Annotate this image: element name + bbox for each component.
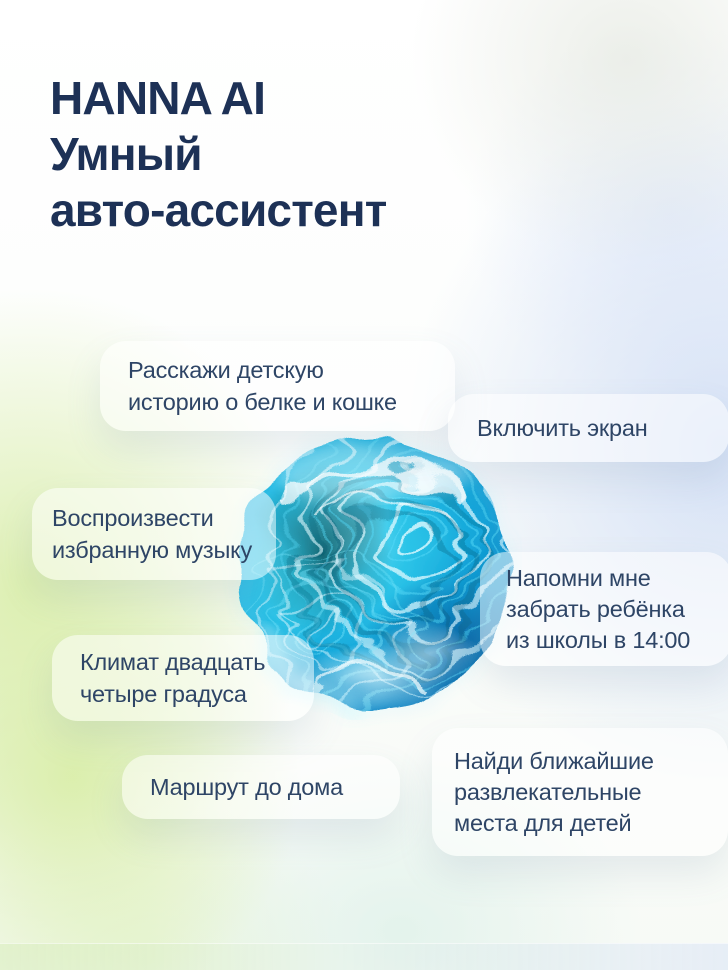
suggestion-bubble-school-reminder (480, 552, 728, 666)
bubble-text-line: из школы в 14:00 (506, 626, 691, 653)
subtitle-line-1: Умный (50, 128, 202, 180)
bubble-text-line: Расскажи детскую (128, 357, 324, 383)
suggestion-bubble-kids-places (432, 728, 728, 856)
suggestion-bubble-favorite-music (32, 488, 276, 580)
suggestion-bubble-screen-on (448, 394, 728, 462)
bubble-text-line: забрать ребёнка (506, 595, 685, 622)
bubble-text-line: Включить экран (477, 415, 648, 441)
suggestion-bubble-route-home (122, 755, 400, 819)
bottom-gradient-band (0, 943, 728, 970)
bubble-text-line: Воспроизвести (52, 505, 214, 531)
suggestion-bubble-kids-story (100, 341, 455, 431)
bubble-text-line: Найди ближайшие (454, 747, 654, 774)
bubble-text-line: Напомни мне (506, 564, 651, 591)
subtitle-line-2: авто-ассистент (50, 184, 387, 236)
brand-title: HANNA AI (50, 72, 266, 124)
bubble-text-line: Климат двадцать (80, 649, 266, 675)
title-block (50, 70, 386, 238)
bubble-text-line: места для детей (454, 809, 632, 836)
bubble-text-line: историю о белке и кошке (128, 389, 397, 415)
bubble-text-line: избранную музыку (52, 537, 253, 563)
suggestion-bubble-climate (52, 635, 314, 721)
bubble-text-line: развлекательные (454, 778, 642, 805)
bubble-text-line: Маршрут до дома (150, 774, 343, 800)
bubble-text-line: четыре градуса (80, 681, 247, 707)
